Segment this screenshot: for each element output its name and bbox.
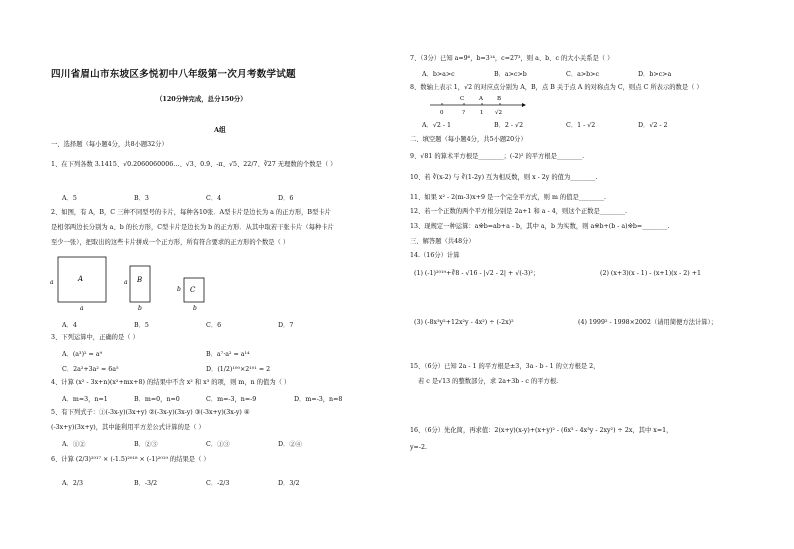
svg-text:a: a xyxy=(50,279,54,286)
q8-option-b: B．2 - √2 xyxy=(494,122,524,129)
question-12: 12、若一个正数的两个平方根分别是 2a+1 和 a - 4，则这个正数是________. xyxy=(410,208,627,215)
svg-text:b: b xyxy=(138,305,142,312)
q2-option-b: B．5 xyxy=(134,322,149,329)
q3-option-a: A．(a³)² = a⁹ xyxy=(62,351,103,358)
question-2-line1: 2、如图，有 A，B，C 三种不同型号的卡片，每种各10张．A型卡片是边长为 a 的正方形，B型卡片 xyxy=(51,209,331,216)
q4-option-a: A．m=3，n=1 xyxy=(62,396,108,403)
question-14: 14.（16分）计算 xyxy=(410,252,460,259)
q7-option-a: A．b>a>c xyxy=(422,71,455,78)
q5-option-c: C．①③ xyxy=(206,441,230,448)
svg-text:A: A xyxy=(479,96,483,102)
question-16-line2: y=-2. xyxy=(410,444,427,451)
question-6: 6、计算 (2/3)²⁰¹⁷ × (-1.5)²⁰¹⁸ × (-1)²⁰¹⁹ 的结果是（ ） xyxy=(51,456,210,463)
question-2-line3: 至少一张），把取出的这些卡片拼成一个正方形，所有符合要求的正方形的个数是（ ） xyxy=(51,239,290,246)
section1-heading: 一、选择题（每小题4分，共8小题32分） xyxy=(51,141,168,148)
q14-part-2: (2) (x+3)(x - 1) - (x+1)(x - 2) +1 xyxy=(600,270,702,277)
svg-text:B: B xyxy=(497,96,502,102)
q6-option-d: D．3/2 xyxy=(278,480,300,487)
section3-heading: 三、解答题（共48分） xyxy=(410,238,475,245)
svg-text:a: a xyxy=(124,279,128,286)
svg-text:?: ? xyxy=(462,110,465,116)
question-4: 4、计算 (x² - 3x+n)(x²+mx+8) 的结果中不含 x² 和 x³ 的项，则 m，n 的值为（ ） xyxy=(51,379,291,386)
q5-option-a: A．①② xyxy=(62,441,86,448)
q3-option-b: B．a⁷·a² = a¹⁴ xyxy=(206,351,250,358)
q2-option-d: D．7 xyxy=(278,322,294,329)
q2-option-a: A．4 xyxy=(62,322,77,329)
question-2-line2: 是相邻两边长分别为 a、b 的长方形，C型卡片是边长为 b 的正方形．从其中取若干张卡片（每种卡片 xyxy=(51,224,334,231)
question-9: 9、√81 的算术平方根是________；(-2)² 的平方根是________. xyxy=(410,153,585,160)
q1-option-b: B．3 xyxy=(134,195,149,202)
q3-option-c: C．2a²+3a² = 6a⁵ xyxy=(62,366,119,373)
left-column xyxy=(48,0,393,549)
q5-option-d: D．②④ xyxy=(278,441,302,448)
q4-option-b: B．m=0，n=0 xyxy=(134,396,180,403)
svg-text:B: B xyxy=(137,276,143,284)
q4-option-d: D．m=-3，n=8 xyxy=(294,396,343,403)
question-15-line1: 15、（6分）已知 2a - 1 的平方根是±3，3a - b - 1 的立方根是 2， xyxy=(410,363,600,370)
section2-heading: 二、填空题（每小题4分，共5小题20分） xyxy=(410,136,527,143)
q7-option-d: D．b>c>a xyxy=(638,71,672,78)
q7-option-c: C．a>b>c xyxy=(566,71,599,78)
q2-option-c: C．6 xyxy=(206,322,222,329)
question-7: 7、（3分）已知 a=9⁶，b=3¹⁴，c=27³，则 a、b、c 的大小关系是（ ） xyxy=(410,55,614,62)
right-column xyxy=(400,0,772,549)
exam-title: 四川省眉山市东坡区多悦初中八年级第一次月考数学试题 xyxy=(51,69,296,80)
q1-option-d: D．6 xyxy=(278,195,294,202)
q1-option-c: C．4 xyxy=(206,195,222,202)
question-11: 11、如果 x² - 2(m-3)x+9 是一个完全平方式，则 m 的值是________. xyxy=(410,194,606,201)
q8-option-d: D．√2 - 2 xyxy=(638,122,668,129)
svg-text:a: a xyxy=(80,305,84,312)
question-16-line1: 16、（6分）先化简，再求值：2(x+y)(x-y)+(x+y)² - (6x³ - 4x³y - 2xy²) ÷ 2x，其中 x=1， xyxy=(410,427,673,434)
question-3: 3、下列运算中，正确的是（ ） xyxy=(51,334,139,341)
question-15-line2: 若 c 是√13 的整数部分，求 2a+3b - c 的平方根. xyxy=(418,378,559,385)
question-8: 8、数轴上表示 1，√2 的对应点分别为 A，B，点 B 关于点 A 的对称点为 C，则点 C 所表示的数是（ ） xyxy=(410,84,703,91)
svg-text:C: C xyxy=(190,286,196,294)
q3-option-d: D．(1/2)¹⁰⁰×2¹⁰¹ = 2 xyxy=(206,366,271,373)
q6-option-c: C．-2/3 xyxy=(206,480,230,487)
q7-option-b: B．a>c>b xyxy=(494,71,527,78)
cards-figure xyxy=(48,254,228,314)
q1-option-a: A．5 xyxy=(62,195,77,202)
svg-text:A: A xyxy=(78,275,84,283)
question-5-line2: (-3x+y)(3x+y)，其中能利用平方差公式计算的是（ ） xyxy=(51,424,205,431)
group-heading: A组 xyxy=(214,126,226,134)
svg-text:C: C xyxy=(460,96,465,102)
question-1: 1、在下列各数 3.1415、√0.2060060006…、√3、0.9̇、-π、√5、22/7、∛27 无理数的个数是（ ） xyxy=(51,161,337,168)
question-5-line1: 5、有下列式子：①(-3x-y)(3x+y) ②(-3x-y)(3x-y) ③(-3x+y)(3x-y) ④ xyxy=(51,409,250,416)
q14-part-1: (1) (-1)²⁰¹⁹+∛8 - √16 - |√2 - 2| + √(-3)²； xyxy=(414,270,540,277)
svg-text:b: b xyxy=(193,305,197,312)
q8-option-a: A．√2 - 1 xyxy=(422,122,452,129)
q5-option-b: B．②③ xyxy=(134,441,158,448)
q6-option-b: B．-3/2 xyxy=(134,480,158,487)
number-line-figure xyxy=(428,93,528,119)
question-10: 10、若 ∛(x-2) 与 ∛(1-2y) 互为相反数，则 x - 2y 的值为________. xyxy=(410,174,598,181)
q8-option-c: C．1 - √2 xyxy=(566,122,596,129)
q14-part-3: (3) (-8x³y²+12x²y - 4x²) ÷ (-2x)² xyxy=(414,319,514,326)
svg-text:1: 1 xyxy=(480,110,484,116)
svg-text:√2: √2 xyxy=(495,110,503,116)
svg-text:b: b xyxy=(177,286,181,293)
exam-subtitle: （120分钟完成，总分150分） xyxy=(156,95,247,103)
q4-option-c: C．m=-3，n=-9 xyxy=(206,396,257,403)
svg-text:0: 0 xyxy=(440,110,444,116)
q14-part-4: (4) 1999² - 1998×2002（请用简便方法计算）； xyxy=(578,319,718,326)
question-13: 13、现规定一种运算：a※b=ab+a - b，其中 a，b 为实数，则 a※b+(b - a)※b=________. xyxy=(410,223,670,230)
q6-option-a: A．2/3 xyxy=(62,480,83,487)
